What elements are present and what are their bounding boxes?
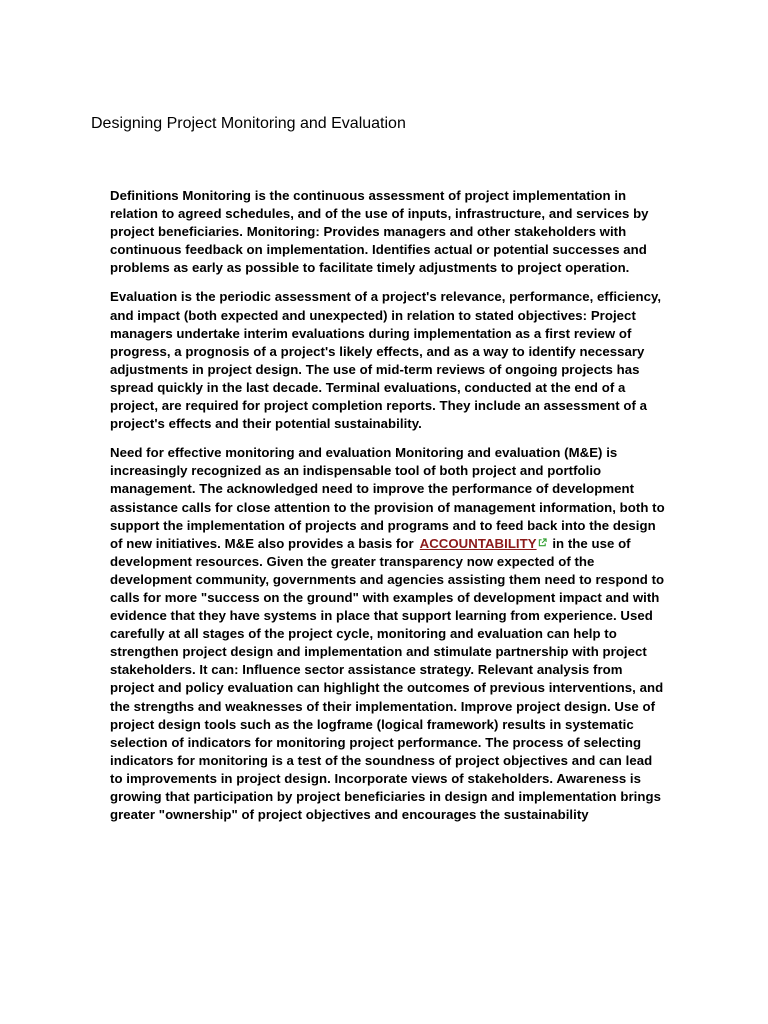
paragraph-text-after-link: in the use of development resources. Given the greater transparency now expected of the development community, governments and agencies assisting them need to respond to calls for more "success on the ground" with examples of development impact and with evidence that they have systems in place that support learning from experience. Used carefully at all stages of the project cycle, monitoring and evaluation can help to strengthen project design and implementation and stimulate partnership with project stakeholders. It can: Influence sector assistance strategy. Relevant analysis from project and policy evaluation can highlight the outcomes of previous interventions, and the strengths and weaknesses of their implementation. Improve project design. Use of project design tools such as the logframe (logical framework) results in systematic selection of indicators for monitoring project performance. The process of selecting indicators for monitoring is a test of the soundness of project objectives and can lead to improvements in project design. Incorporate views of stakeholders. Awareness is growing that participation by project beneficiaries in design and implementation brings greater "ownership" of project objectives and encourages the sustainability	[110, 535, 665, 823]
page-title: Designing Project Monitoring and Evaluation	[91, 115, 406, 132]
accountability-link[interactable]	[420, 536, 547, 551]
paragraph-need-for-me	[110, 444, 666, 824]
document-body	[110, 187, 666, 835]
paragraph-definitions: Definitions Monitoring is the continuous assessment of project implementation in relation to agreed schedules, and of the use of inputs, infrastructure, and services by project beneficiaries. Monitoring: Provides managers and other stakeholders with continuous feedback on implementation. Identifies actual or potential successes and problems as early as possible to facilitate timely adjustments to project operation.	[110, 188, 649, 276]
paragraph-evaluation: Evaluation is the periodic assessment of a project's relevance, performance, efficiency, and impact (both expected and unexpected) in relation to stated objectives: Project managers undertake interim evaluations during implementation as a first review of progress, a prognosis of a project's likely effects, and as a way to identify necessary adjustments in project design. The use of mid-term reviews of ongoing projects has spread quickly in the last decade. Terminal evaluations, conducted at the end of a project, are required for project completion reports. They include an assessment of a project's effects and their potential sustainability.	[110, 289, 662, 432]
external-link-icon	[538, 538, 547, 547]
accountability-link-label: ACCOUNTABILITY	[419, 535, 537, 551]
paragraph-text-before-link: Need for effective monitoring and evaluation Monitoring and evaluation (M&E) is increasingly recognized as an indispensable tool of both project and portfolio management. The acknowledged need to improve the performance of development assistance calls for close attention to the provision of management information, both to support the implementation of projects and programs and to feed back into the design of new initiatives. M&E also provides a basis for	[110, 445, 665, 551]
